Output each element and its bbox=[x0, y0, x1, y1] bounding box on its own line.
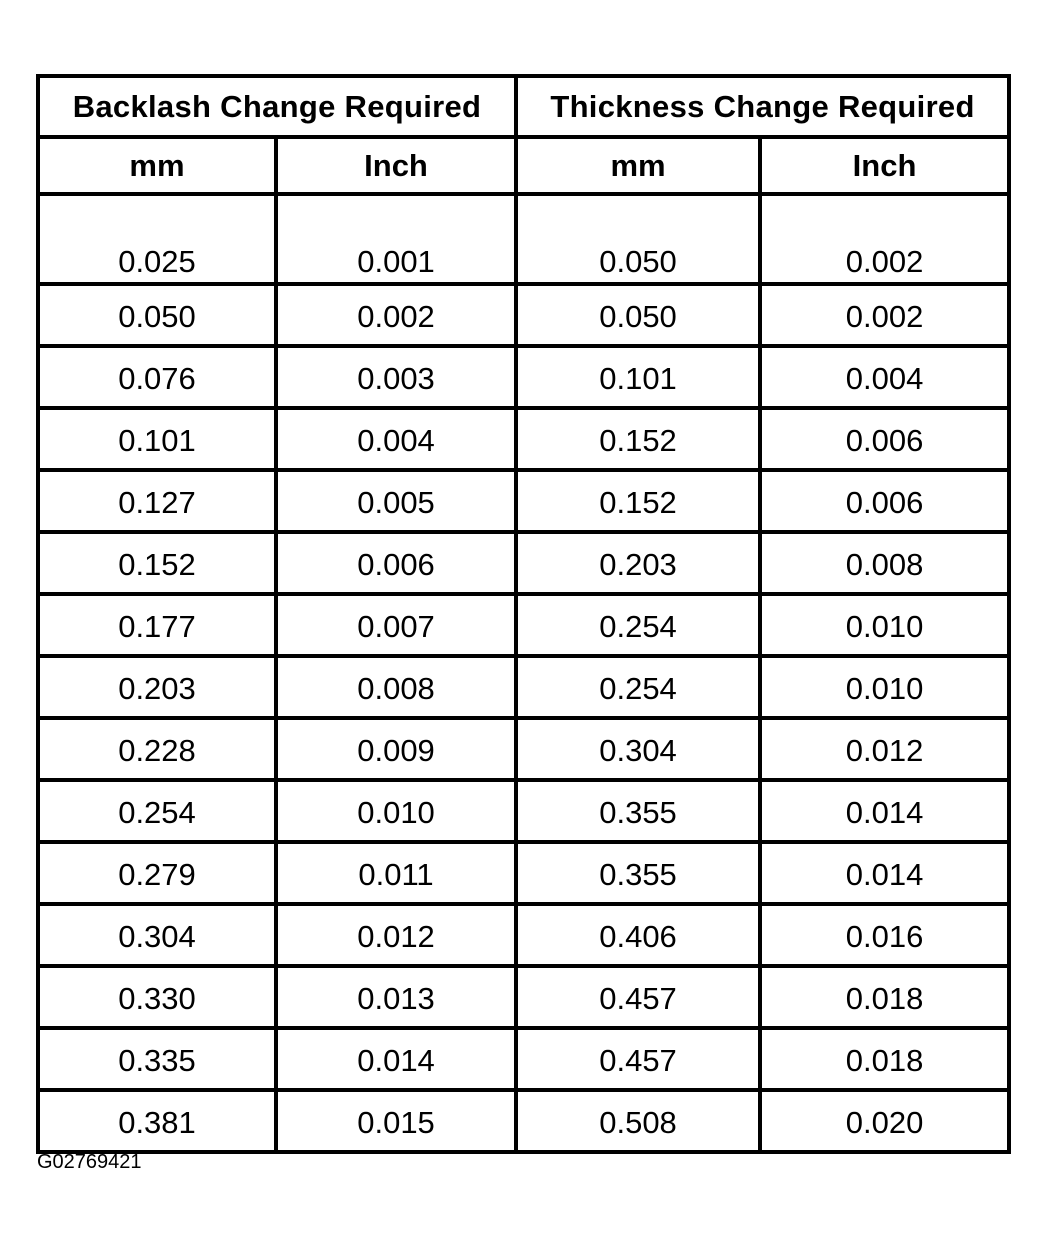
backlash-mm-cell: 0.335 bbox=[38, 1028, 276, 1090]
thickness-inch-cell: 0.020 bbox=[760, 1090, 1009, 1152]
backlash-mm-cell: 0.254 bbox=[38, 780, 276, 842]
thickness-mm-cell: 0.203 bbox=[516, 532, 760, 594]
backlash-inch-cell: 0.001 bbox=[276, 194, 516, 284]
thickness-mm-cell: 0.050 bbox=[516, 194, 760, 284]
backlash-inch-cell: 0.004 bbox=[276, 408, 516, 470]
thickness-change-header: Thickness Change Required bbox=[516, 76, 1009, 137]
table-row bbox=[38, 904, 1009, 966]
table-row bbox=[38, 346, 1009, 408]
backlash-inch-cell: 0.005 bbox=[276, 470, 516, 532]
backlash-mm-cell: 0.101 bbox=[38, 408, 276, 470]
thickness-inch-cell: 0.018 bbox=[760, 966, 1009, 1028]
thickness-inch-cell: 0.002 bbox=[760, 194, 1009, 284]
thickness-inch-cell: 0.010 bbox=[760, 656, 1009, 718]
thickness-mm-cell: 0.508 bbox=[516, 1090, 760, 1152]
backlash-mm-header: mm bbox=[38, 137, 276, 194]
thickness-mm-header: mm bbox=[516, 137, 760, 194]
thickness-inch-cell: 0.006 bbox=[760, 408, 1009, 470]
table-row bbox=[38, 284, 1009, 346]
backlash-mm-cell: 0.203 bbox=[38, 656, 276, 718]
backlash-mm-cell: 0.050 bbox=[38, 284, 276, 346]
table-row bbox=[38, 1028, 1009, 1090]
backlash-mm-cell: 0.279 bbox=[38, 842, 276, 904]
backlash-mm-cell: 0.330 bbox=[38, 966, 276, 1028]
table-row bbox=[38, 718, 1009, 780]
backlash-mm-cell: 0.127 bbox=[38, 470, 276, 532]
backlash-inch-cell: 0.009 bbox=[276, 718, 516, 780]
backlash-mm-cell: 0.381 bbox=[38, 1090, 276, 1152]
table-row bbox=[38, 780, 1009, 842]
figure-id-label: G02769421 bbox=[37, 1151, 142, 1173]
backlash-thickness-table bbox=[36, 74, 1011, 1154]
backlash-inch-cell: 0.008 bbox=[276, 656, 516, 718]
table-row bbox=[38, 842, 1009, 904]
thickness-mm-cell: 0.254 bbox=[516, 594, 760, 656]
table-row bbox=[38, 194, 1009, 284]
table-row bbox=[38, 656, 1009, 718]
thickness-inch-cell: 0.014 bbox=[760, 780, 1009, 842]
backlash-mm-cell: 0.304 bbox=[38, 904, 276, 966]
backlash-inch-cell: 0.015 bbox=[276, 1090, 516, 1152]
thickness-inch-cell: 0.004 bbox=[760, 346, 1009, 408]
backlash-inch-cell: 0.002 bbox=[276, 284, 516, 346]
thickness-mm-cell: 0.457 bbox=[516, 966, 760, 1028]
thickness-mm-cell: 0.355 bbox=[516, 780, 760, 842]
thickness-inch-cell: 0.014 bbox=[760, 842, 1009, 904]
table-row bbox=[38, 1090, 1009, 1152]
thickness-inch-cell: 0.002 bbox=[760, 284, 1009, 346]
thickness-inch-cell: 0.016 bbox=[760, 904, 1009, 966]
backlash-inch-cell: 0.011 bbox=[276, 842, 516, 904]
backlash-mm-cell: 0.025 bbox=[38, 194, 276, 284]
backlash-mm-cell: 0.228 bbox=[38, 718, 276, 780]
backlash-inch-cell: 0.014 bbox=[276, 1028, 516, 1090]
thickness-mm-cell: 0.101 bbox=[516, 346, 760, 408]
backlash-inch-cell: 0.012 bbox=[276, 904, 516, 966]
table-row bbox=[38, 966, 1009, 1028]
table-row bbox=[38, 470, 1009, 532]
thickness-mm-cell: 0.254 bbox=[516, 656, 760, 718]
group-header-row bbox=[38, 76, 1009, 137]
backlash-mm-cell: 0.177 bbox=[38, 594, 276, 656]
thickness-mm-cell: 0.355 bbox=[516, 842, 760, 904]
backlash-mm-cell: 0.076 bbox=[38, 346, 276, 408]
thickness-mm-cell: 0.304 bbox=[516, 718, 760, 780]
backlash-mm-cell: 0.152 bbox=[38, 532, 276, 594]
thickness-inch-header: Inch bbox=[760, 137, 1009, 194]
thickness-inch-cell: 0.006 bbox=[760, 470, 1009, 532]
thickness-inch-cell: 0.008 bbox=[760, 532, 1009, 594]
thickness-mm-cell: 0.406 bbox=[516, 904, 760, 966]
backlash-inch-cell: 0.007 bbox=[276, 594, 516, 656]
table-body bbox=[38, 194, 1009, 1152]
thickness-inch-cell: 0.018 bbox=[760, 1028, 1009, 1090]
thickness-inch-cell: 0.010 bbox=[760, 594, 1009, 656]
thickness-inch-cell: 0.012 bbox=[760, 718, 1009, 780]
thickness-mm-cell: 0.050 bbox=[516, 284, 760, 346]
backlash-inch-cell: 0.013 bbox=[276, 966, 516, 1028]
thickness-mm-cell: 0.152 bbox=[516, 470, 760, 532]
table-row bbox=[38, 408, 1009, 470]
table-row bbox=[38, 594, 1009, 656]
table-header bbox=[38, 76, 1009, 194]
backlash-inch-cell: 0.010 bbox=[276, 780, 516, 842]
backlash-inch-cell: 0.003 bbox=[276, 346, 516, 408]
backlash-inch-header: Inch bbox=[276, 137, 516, 194]
thickness-mm-cell: 0.457 bbox=[516, 1028, 760, 1090]
backlash-change-header: Backlash Change Required bbox=[38, 76, 516, 137]
thickness-mm-cell: 0.152 bbox=[516, 408, 760, 470]
table-row bbox=[38, 532, 1009, 594]
unit-header-row bbox=[38, 137, 1009, 194]
backlash-inch-cell: 0.006 bbox=[276, 532, 516, 594]
